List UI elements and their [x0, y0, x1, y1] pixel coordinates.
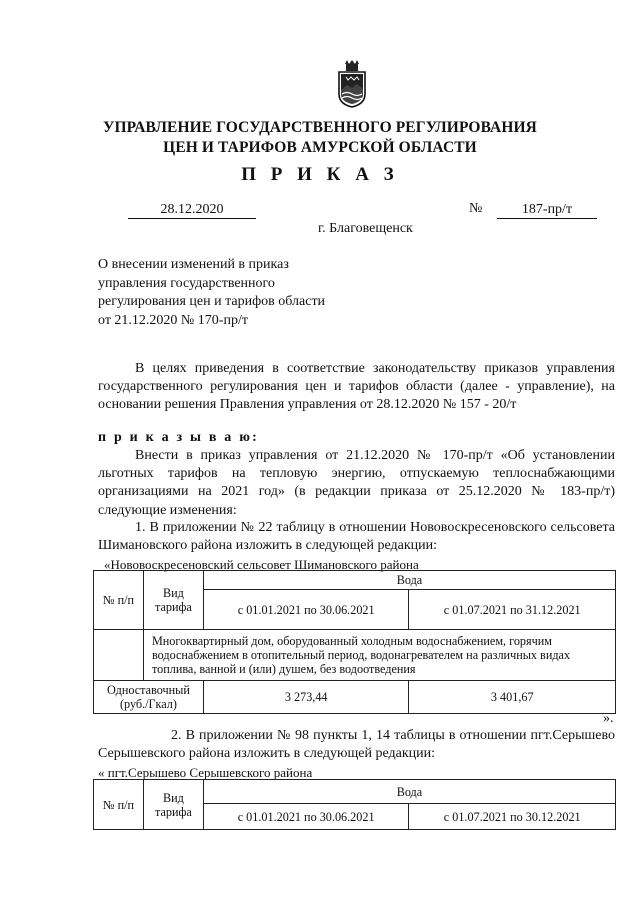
order-date: 28.12.2020	[128, 201, 256, 219]
subject-line-2: управления государственного	[98, 275, 275, 291]
order-number-label: №	[469, 201, 483, 216]
col-header-water: Вода	[203, 780, 615, 804]
intro-paragraph: Внести в приказ управления от 21.12.2020 № 170-пр/т «Об установлении льготных тарифов на тепловую энергию, отпускаемую теплоснабжающими организациями на 2021 год» (в редакции приказа от 25.12.2020 № 183-пр/т) следующие изменения:	[98, 448, 615, 518]
col-header-num: № п/п	[94, 571, 144, 630]
subject-line-1: О внесении изменений в приказ	[98, 257, 289, 272]
table-2-caption: « пгт.Серышево Серышевского района	[98, 765, 313, 780]
empty-cell	[94, 630, 144, 681]
col-header-water: Вода	[203, 571, 615, 590]
rate-value-2: 3 401,67	[409, 681, 616, 714]
table-1-caption: «Нововоскресеновский сельсовет Шимановского района	[104, 557, 419, 572]
subject-line-3: регулирования цен и тарифов области	[98, 294, 326, 310]
org-line-2: ЦЕН И ТАРИФОВ АМУРСКОЙ ОБЛАСТИ	[163, 139, 477, 156]
period-2-header: с 01.07.2021 по 31.12.2021	[409, 590, 616, 630]
amur-region-emblem	[335, 60, 369, 108]
order-number: 187-пр/т	[497, 201, 597, 219]
item-2-paragraph: 2. В приложении № 98 пункты 1, 14 таблицы в отношении пгт.Серышево Серышевского района изложить в следующей редакции:	[98, 728, 615, 762]
col-header-num: № п/п	[94, 780, 144, 830]
period-1-header: с 01.01.2021 по 30.06.2021	[203, 590, 409, 630]
col-header-type: Вид тарифа	[143, 780, 203, 830]
city: г. Благовещенск	[318, 221, 413, 236]
organization-name	[0, 118, 640, 158]
subject-line-4: от 21.12.2020 № 170-пр/т	[98, 312, 248, 328]
consumer-description: Многоквартирный дом, оборудованный холодным водоснабжением, горячим водоснабжением в отопительный период, водонагревателем на различных видах топлива, ванной и (или) душем, без водоотведения	[143, 630, 615, 681]
rate-value-1: 3 273,44	[203, 681, 409, 714]
rate-label: Одноставочный (руб./Гкал)	[94, 681, 204, 714]
preamble-paragraph: В целях приведения в соответствие законодательству приказов управления государственного регулирования цен и тарифов области (далее - управление), на основании решения Правления управления от 28.12.2020 № 157 - 20/т	[98, 361, 615, 413]
period-2-header: с 01.07.2021 по 30.12.2021	[409, 804, 616, 830]
order-word: п р и к а з ы в а ю:	[98, 430, 259, 445]
closing-quote: ».	[603, 711, 614, 726]
item-1-paragraph: 1. В приложении № 22 таблицу в отношении Нововоскресеновского сельсовета Шимановского района изложить в следующей редакции:	[98, 520, 615, 554]
period-1-header: с 01.01.2021 по 30.06.2021	[203, 804, 409, 830]
col-header-type: Вид тарифа	[143, 571, 203, 630]
org-line-1: УПРАВЛЕНИЕ ГОСУДАРСТВЕННОГО РЕГУЛИРОВАНИЯ	[103, 119, 537, 136]
tariff-table-2	[93, 779, 616, 830]
document-type: П Р И К А З	[241, 164, 399, 185]
tariff-table-1	[93, 570, 616, 714]
order-subject	[98, 256, 358, 330]
